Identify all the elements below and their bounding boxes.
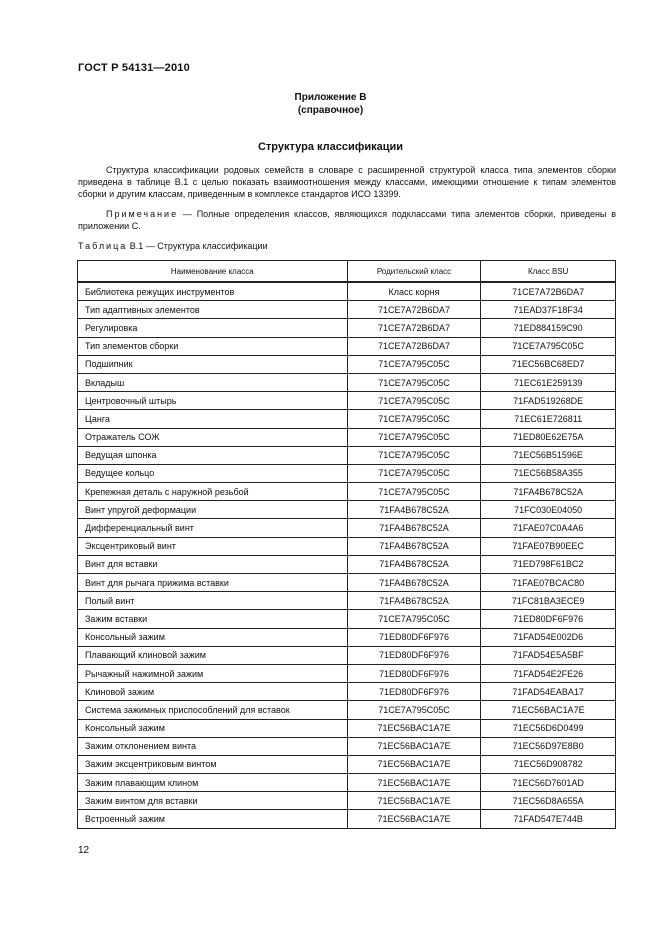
cell-bsu-class: 71FC030E04050 [481, 501, 616, 519]
cell-bsu-class: 71FAE07C0A4A6 [481, 519, 616, 537]
cell-bsu-class: 71EC56D8A655A [481, 792, 616, 810]
cell-bsu-class: 71FAD519268DE [481, 392, 616, 410]
cell-bsu-class: 71EC56BAC1A7E [481, 701, 616, 719]
table-row [78, 501, 616, 519]
cell-parent-class: 71FA4B678C52A [347, 555, 481, 573]
cell-bsu-class: 71FAE07BCAC80 [481, 574, 616, 592]
cell-class-name: Консольный зажим [78, 719, 348, 737]
cell-parent-class: 71CE7A795C05C [347, 355, 481, 373]
cell-class-name: Плавающий клиновой зажим [78, 646, 348, 664]
cell-parent-class: 71EC56BAC1A7E [347, 719, 481, 737]
table-row [78, 610, 616, 628]
table-header-row [78, 261, 616, 283]
table-row [78, 355, 616, 373]
table-row [78, 519, 616, 537]
cell-class-name: Центровочный штырь [78, 392, 348, 410]
cell-bsu-class: 71EC56B51596E [481, 446, 616, 464]
cell-bsu-class: 71ED798F61BC2 [481, 555, 616, 573]
cell-class-name: Система зажимных приспособлений для вставок [78, 701, 348, 719]
cell-bsu-class: 71FAD54E5A5BF [481, 646, 616, 664]
cell-parent-class: 71EC56BAC1A7E [347, 774, 481, 792]
cell-class-name: Ведущая шпонка [78, 446, 348, 464]
table-row [78, 537, 616, 555]
cell-class-name: Ведущее кольцо [78, 464, 348, 482]
table-row [78, 410, 616, 428]
cell-parent-class: 71CE7A795C05C [347, 428, 481, 446]
note-text: — Полные определения классов, являющихся подклассами типа элементов сборки, приведены в приложении С. [78, 209, 616, 231]
classification-table [77, 260, 616, 829]
cell-parent-class: 71CE7A795C05C [347, 446, 481, 464]
intro-paragraph [78, 164, 616, 200]
table-row [78, 683, 616, 701]
table-row [78, 592, 616, 610]
section-title: Структура классификации [257, 141, 404, 153]
table-caption-text: В.1 — Структура классификации [127, 241, 268, 251]
table-row [78, 792, 616, 810]
table-row [78, 337, 616, 355]
table-row [78, 664, 616, 682]
cell-class-name: Регулировка [78, 319, 348, 337]
table-row [78, 810, 616, 828]
cell-bsu-class: 71EC56BC68ED7 [481, 355, 616, 373]
cell-parent-class: 71ED80DF6F976 [347, 646, 481, 664]
cell-parent-class: 71EC56BAC1A7E [347, 810, 481, 828]
cell-class-name: Тип адаптивных элементов [78, 301, 348, 319]
cell-class-name: Винт для рычага прижима вставки [78, 574, 348, 592]
cell-class-name: Дифференциальный винт [78, 519, 348, 537]
note-paragraph [78, 208, 616, 232]
cell-parent-class: 71CE7A795C05C [347, 410, 481, 428]
cell-bsu-class: 71ED80E62E75A [481, 428, 616, 446]
cell-parent-class: Класс корня [347, 282, 481, 301]
cell-parent-class: 71CE7A795C05C [347, 373, 481, 391]
cell-class-name: Крепежная деталь с наружной резьбой [78, 483, 348, 501]
table-row [78, 464, 616, 482]
page-number: 12 [78, 845, 90, 856]
cell-class-name: Библиотека режущих инструментов [78, 282, 348, 301]
cell-bsu-class: 71FA4B678C52A [481, 483, 616, 501]
cell-bsu-class: 71FAD54E002D6 [481, 628, 616, 646]
annex-title: Приложение В [294, 92, 367, 103]
table-row [78, 628, 616, 646]
header-bsu-class: Класс BSU [481, 261, 616, 283]
cell-bsu-class: 71ED80DF6F976 [481, 610, 616, 628]
cell-class-name: Отражатель СОЖ [78, 428, 348, 446]
cell-class-name: Зажим винтом для вставки [78, 792, 348, 810]
cell-parent-class: 71ED80DF6F976 [347, 683, 481, 701]
table-caption [78, 241, 268, 251]
table-row [78, 446, 616, 464]
cell-parent-class: 71CE7A795C05C [347, 701, 481, 719]
cell-class-name: Рычажный нажимной зажим [78, 664, 348, 682]
cell-class-name: Вкладыш [78, 373, 348, 391]
cell-parent-class: 71CE7A72B6DA7 [347, 301, 481, 319]
cell-parent-class: 71EC56BAC1A7E [347, 792, 481, 810]
cell-bsu-class: 71EC56D908782 [481, 755, 616, 773]
cell-class-name: Зажим отклонением винта [78, 737, 348, 755]
cell-parent-class: 71FA4B678C52A [347, 501, 481, 519]
table-row [78, 774, 616, 792]
cell-class-name: Зажим плавающим клином [78, 774, 348, 792]
cell-bsu-class: 71EC56D97E8B0 [481, 737, 616, 755]
cell-bsu-class: 71EC56D6D0499 [481, 719, 616, 737]
cell-class-name: Подшипник [78, 355, 348, 373]
table-row [78, 701, 616, 719]
table-row [78, 301, 616, 319]
table-row [78, 719, 616, 737]
cell-parent-class: 71ED80DF6F976 [347, 628, 481, 646]
cell-parent-class: 71FA4B678C52A [347, 592, 481, 610]
cell-bsu-class: 71EC61E726811 [481, 410, 616, 428]
table-row [78, 483, 616, 501]
cell-bsu-class: 71EC56D7601AD [481, 774, 616, 792]
table-body [78, 282, 616, 828]
cell-class-name: Зажим эксцентриковым винтом [78, 755, 348, 773]
table-caption-label: Таблица [78, 241, 128, 251]
table-row [78, 373, 616, 391]
cell-parent-class: 71EC56BAC1A7E [347, 737, 481, 755]
cell-class-name: Клиновой зажим [78, 683, 348, 701]
cell-bsu-class: 71FAD54EABA17 [481, 683, 616, 701]
cell-class-name: Эксцентриковый винт [78, 537, 348, 555]
cell-class-name: Винт упругой деформации [78, 501, 348, 519]
cell-class-name: Винт для вставки [78, 555, 348, 573]
cell-parent-class: 71CE7A795C05C [347, 483, 481, 501]
cell-class-name: Тип элементов сборки [78, 337, 348, 355]
cell-class-name: Зажим вставки [78, 610, 348, 628]
cell-bsu-class: 71FAD54E2FE26 [481, 664, 616, 682]
standard-header: ГОСТ Р 54131—2010 [78, 62, 190, 74]
cell-class-name: Консольный зажим [78, 628, 348, 646]
cell-bsu-class: 71ED884159C90 [481, 319, 616, 337]
table-row [78, 737, 616, 755]
annex-subtitle: (справочное) [297, 105, 364, 116]
table-row [78, 555, 616, 573]
table-row [78, 428, 616, 446]
cell-bsu-class: 71CE7A72B6DA7 [481, 282, 616, 301]
cell-parent-class: 71ED80DF6F976 [347, 664, 481, 682]
table-row [78, 392, 616, 410]
cell-bsu-class: 71EC61E259139 [481, 373, 616, 391]
table-row [78, 319, 616, 337]
cell-parent-class: 71FA4B678C52A [347, 574, 481, 592]
cell-class-name: Цанга [78, 410, 348, 428]
cell-parent-class: 71FA4B678C52A [347, 537, 481, 555]
note-label: Примечание [106, 209, 179, 219]
cell-class-name: Полый винт [78, 592, 348, 610]
cell-parent-class: 71CE7A795C05C [347, 392, 481, 410]
cell-bsu-class: 71EAD37F18F34 [481, 301, 616, 319]
cell-bsu-class: 71FAD547E744B [481, 810, 616, 828]
table-row [78, 574, 616, 592]
cell-parent-class: 71CE7A72B6DA7 [347, 319, 481, 337]
header-class-name: Наименование класса [78, 261, 348, 283]
cell-bsu-class: 71EC56B58A355 [481, 464, 616, 482]
cell-parent-class: 71CE7A72B6DA7 [347, 337, 481, 355]
cell-parent-class: 71CE7A795C05C [347, 610, 481, 628]
table-row [78, 646, 616, 664]
cell-parent-class: 71CE7A795C05C [347, 464, 481, 482]
table-row [78, 282, 616, 301]
cell-bsu-class: 71FAE07B90EEC [481, 537, 616, 555]
table-row [78, 755, 616, 773]
cell-bsu-class: 71CE7A795C05C [481, 337, 616, 355]
cell-parent-class: 71FA4B678C52A [347, 519, 481, 537]
header-parent-class: Родительский класс [347, 261, 481, 283]
cell-class-name: Встроенный зажим [78, 810, 348, 828]
cell-bsu-class: 71FC81BA3ECE9 [481, 592, 616, 610]
intro-paragraph-text: Структура классификации родовых семейств в словаре с расширенной структурой класса типа элементов сборки приведена в таблице В.1 с целью показать взаимоотношения между классами, имеющими отношение к типам элементов сборки и другим классам, приведенным в комплексе стандартов ИСО 13399. [78, 165, 616, 199]
cell-parent-class: 71EC56BAC1A7E [347, 755, 481, 773]
